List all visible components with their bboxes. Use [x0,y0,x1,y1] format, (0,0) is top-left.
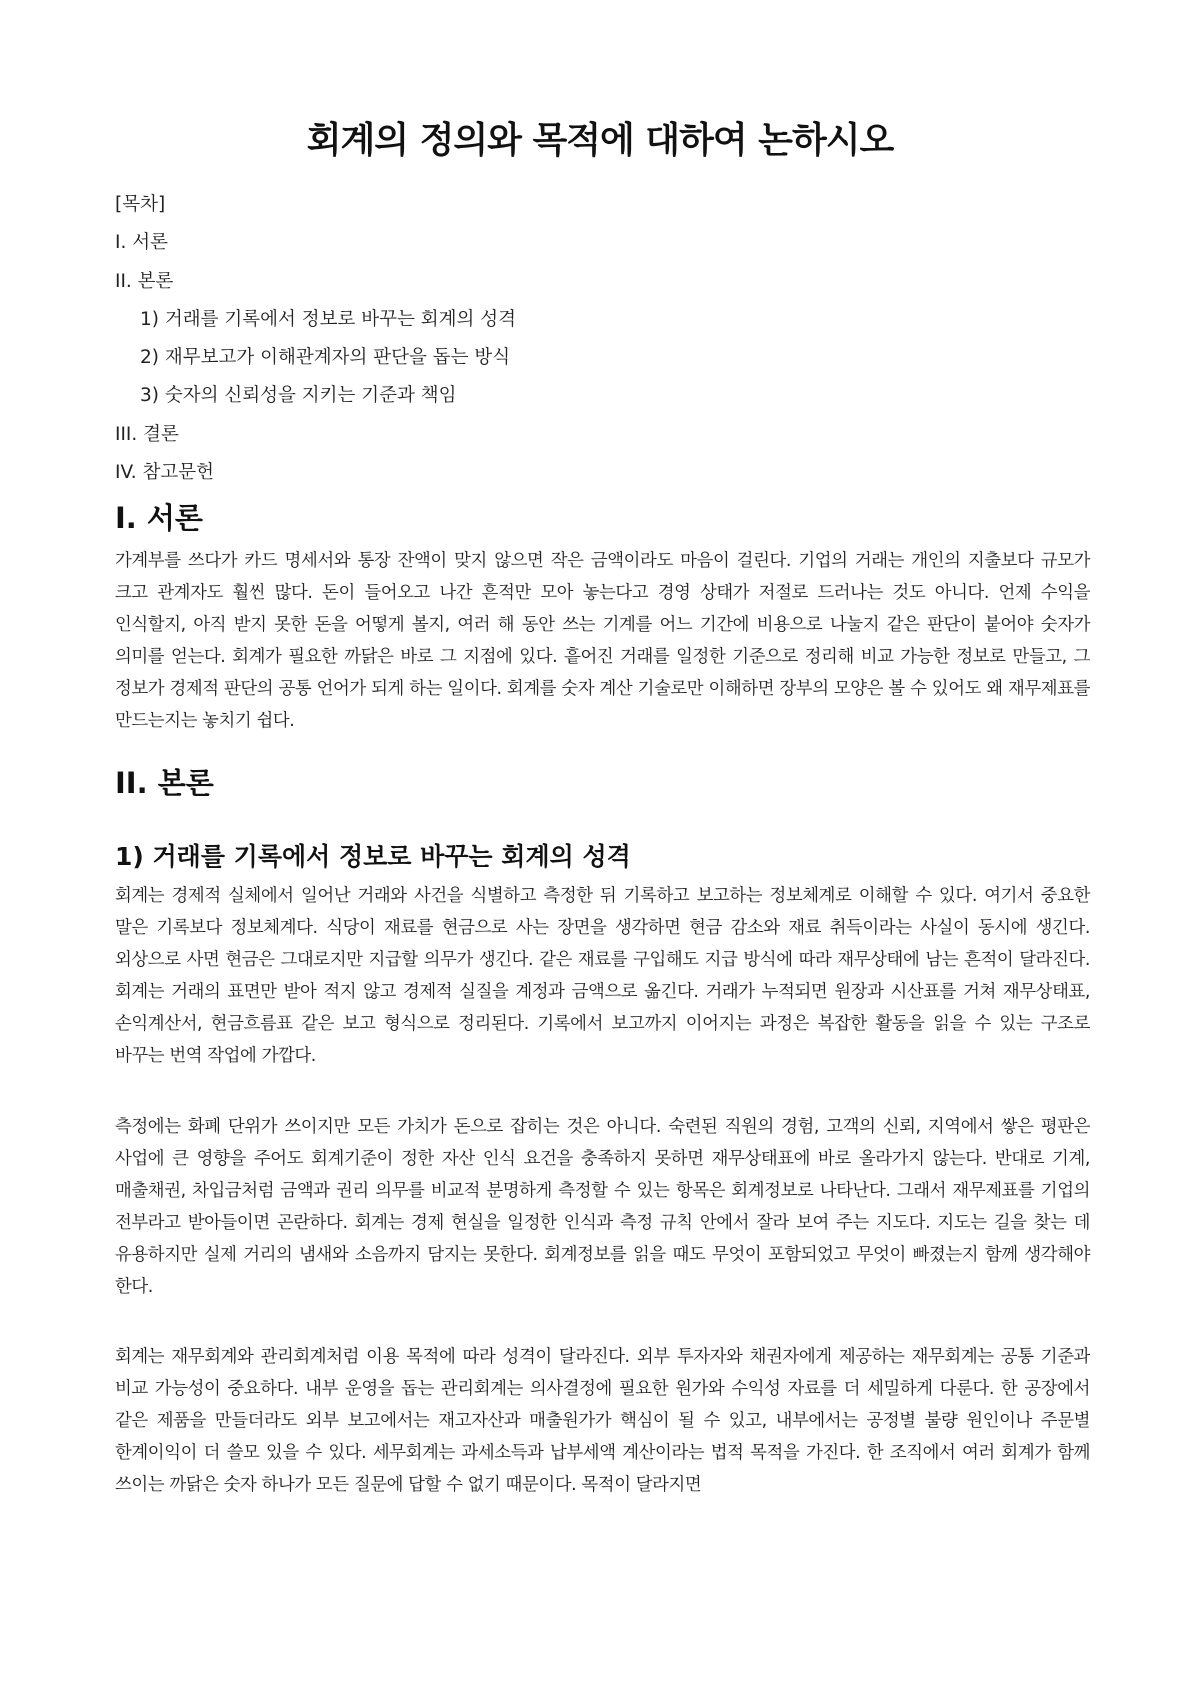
toc-item: III. 결론 [115,423,179,445]
document-title: 회계의 정의와 목적에 대하여 논하시오 [306,120,894,161]
toc-subitem: 3) 숫자의 신뢰성을 지키는 기준과 책임 [140,385,457,407]
section-heading-intro: I. 서론 [115,501,203,535]
subsection-heading-1: 1) 거래를 기록에서 정보로 바꾸는 회계의 성격 [115,842,631,871]
toc-item: II. 본론 [115,270,174,292]
body-paragraph: 회계는 재무회계와 관리회계처럼 이용 목적에 따라 성격이 달라진다. 외부 투자자와 채권자에게 제공하는 재무회계는 공통 기준과 비교 가능성이 중요하다. 내부 운영을 돕는 관리회계는 의사결정에 필요한 원가와 수익성 자료를 더 세밀하게 다룬다. 한 공장에서 같은 제품을 만들더라도 외부 보고에서는 재고자산과 매출원가가 핵심이 될 수 있고, 내부에서는 공정별 불량 원인이나 주문별 한계이익이 더 쓸모 있을 수 있다. 세무회계는 과세소득과 납부세액 계산이라는 법적 목적을 가진다. 한 조직에서 여러 회계가 함께 쓰이는 까닭은 숫자 하나가 모든 질문에 답할 수 없기 때문이다. 목적이 달라지면 [115,1347,1090,1495]
body-paragraph: 회계는 경제적 실체에서 일어난 거래와 사건을 식별하고 측정한 뒤 기록하고 보고하는 정보체계로 이해할 수 있다. 여기서 중요한 말은 기록보다 정보체계다. 식당이 재료를 현금으로 사는 장면을 생각하면 현금 감소와 재료 취득이라는 사실이 동시에 생긴다. 외상으로 사면 현금은 그대로지만 지급할 의무가 생긴다. 같은 재료를 구입해도 지급 방식에 따라 재무상태에 남는 흔적이 달라진다. 회계는 거래의 표면만 받아 적지 않고 경제적 실질을 계정과 금액으로 옮긴다. 거래가 누적되면 원장과 시산표를 거쳐 재무상태표, 손익계산서, 현금흐름표 같은 보고 형식으로 정리된다. 기록에서 보고까지 이어지는 과정은 복잡한 활동을 읽을 수 있는 구조로 바꾸는 번역 작업에 가깝다. [115,886,1090,1066]
section-heading-body: II. 본론 [115,766,214,800]
body-paragraph: 측정에는 화폐 단위가 쓰이지만 모든 가치가 돈으로 잡히는 것은 아니다. 숙련된 직원의 경험, 고객의 신뢰, 지역에서 쌓은 평판은 사업에 큰 영향을 주어도 회계기준이 정한 자산 인식 요건을 충족하지 못하면 재무상태표에 바로 올라가지 않는다. 반대로 기계, 매출채권, 차입금처럼 금액과 권리 의무를 비교적 분명하게 측정할 수 있는 항목은 회계정보로 나타난다. 그래서 재무제표를 기업의 전부라고 받아들이면 곤란하다. 회계는 경제 현실을 일정한 인식과 측정 규칙 안에서 잘라 보여 주는 지도다. 지도는 길을 찾는 데 유용하지만 실제 거리의 냄새와 소음까지 담지는 못한다. 회계정보를 읽을 때도 무엇이 포함되었고 무엇이 빠졌는지 함께 생각해야 한다. [115,1117,1090,1297]
toc-heading: [목차] [115,194,166,215]
toc-item: I. 서론 [115,232,168,254]
toc-subitem: 2) 재무보고가 이해관계자의 판단을 돕는 방식 [140,347,511,369]
intro-paragraph: 가계부를 쓰다가 카드 명세서와 통장 잔액이 맞지 않으면 작은 금액이라도 마음이 걸린다. 기업의 거래는 개인의 지출보다 규모가 크고 관계자도 훨씬 많다. 돈이 들어오고 나간 흔적만 모아 놓는다고 경영 상태가 저절로 드러나는 것도 아니다. 언제 수익을 인식할지, 아직 받지 못한 돈을 어떻게 볼지, 여러 해 동안 쓰는 기계를 어느 기간에 비용으로 나눌지 같은 판단이 붙어야 숫자가 의미를 얻는다. 회계가 필요한 까닭은 바로 그 지점에 있다. 흩어진 거래를 일정한 기준으로 정리해 비교 가능한 정보로 만들고, 그 정보가 경제적 판단의 공통 언어가 되게 하는 일이다. 회계를 숫자 계산 기술로만 이해하면 장부의 모양은 볼 수 있어도 왜 재무제표를 만드는지는 놓치기 쉽다. [115,551,1090,731]
toc-item: IV. 참고문헌 [115,462,214,484]
toc-subitem: 1) 거래를 기록에서 정보로 바꾸는 회계의 성격 [140,308,516,330]
table-of-contents [115,186,516,492]
